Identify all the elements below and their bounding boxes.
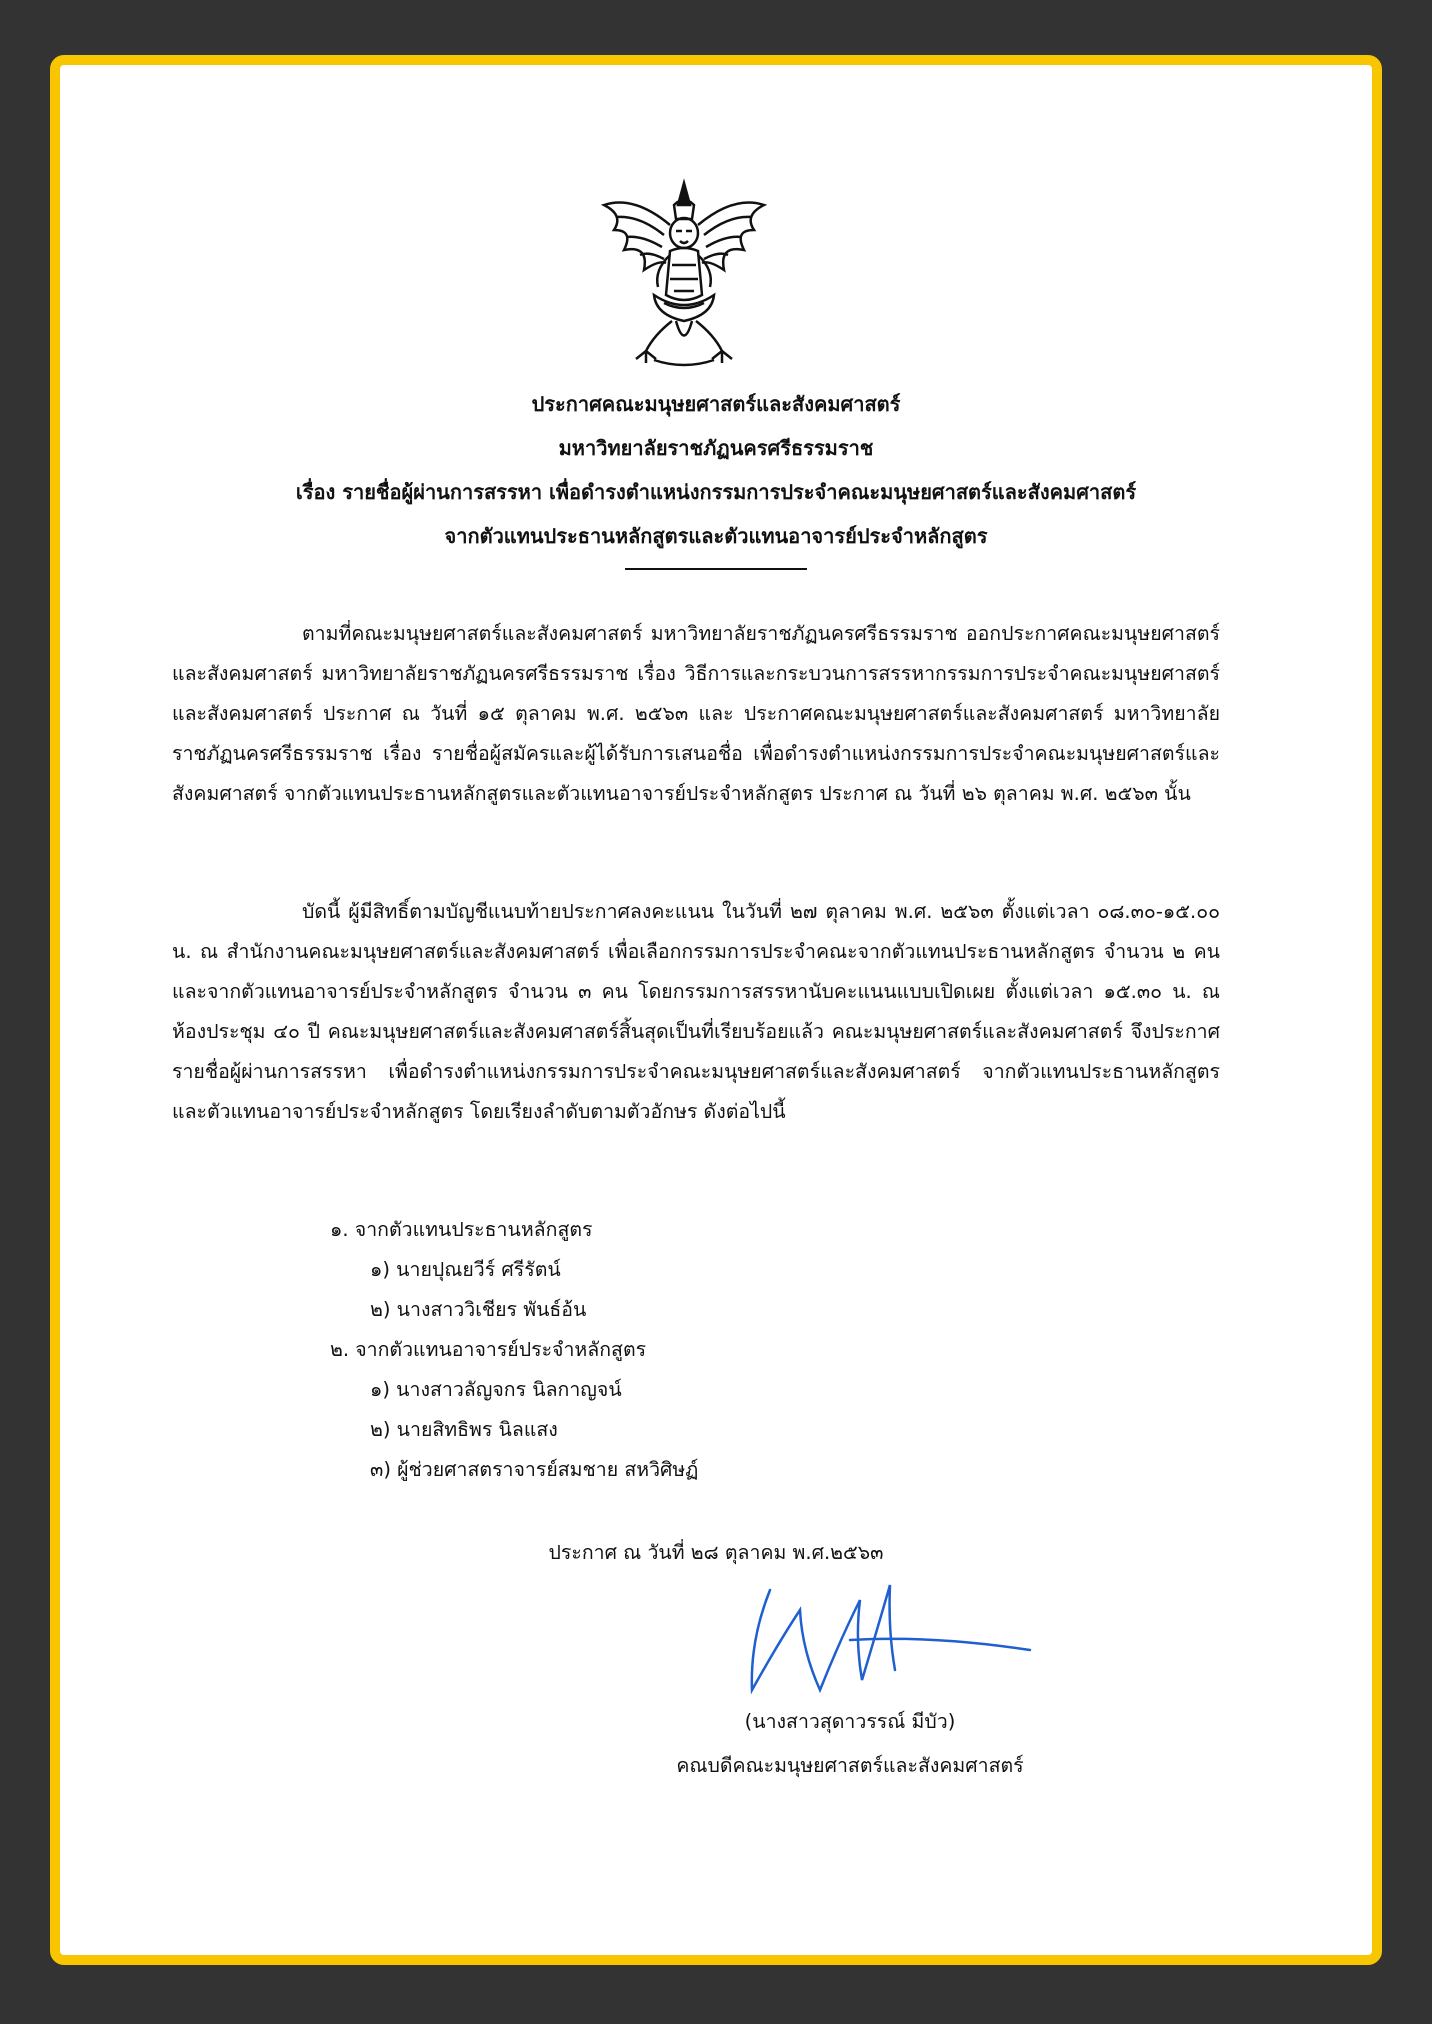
paragraph-1-text: ตามที่คณะมนุษยศาสตร์และสังคมศาสตร์ มหาวิทยาลัยราชภัฏนครศรีธรรมราช ออกประกาศคณะมนุษยศาสตร์และสังคมศาสตร์ มหาวิทยาลัยราชภัฏนครศรีธรรมราช เรื่อง วิธีการและกระบวนการสรรหากรรมการประจำคณะมนุษยศาสตร์และสังคมศาสตร์ ประกาศ ณ วันที่ ๑๕ ตุลาคม พ.ศ. ๒๕๖๓ และ ประกาศคณะมนุษยศาสตร์และสังคมศาสตร์ มหาวิทยาลัยราชภัฏนครศรีธรรมราช เรื่อง รายชื่อผู้สมัครและผู้ได้รับการเสนอชื่อ เพื่อดำรงตำแหน่งกรรมการประจำคณะมนุษยศาสตร์และสังคมศาสตร์ จากตัวแทนประธานหลักสูตรและตัวแทนอาจารย์ประจำหลักสูตร ประกาศ ณ วันที่ ๒๖ ตุลาคม พ.ศ. ๒๕๖๓ นั้น (172, 622, 1220, 805)
list-item: ๒) นายสิทธิพร นิลแสง (370, 1418, 558, 1441)
paragraph-1 (172, 614, 1220, 814)
handwritten-signature (730, 1580, 1050, 1710)
group-label: ๒. จากตัวแทนอาจารย์ประจำหลักสูตร (330, 1338, 647, 1361)
list-item: ๓) ผู้ช่วยศาสตราจารย์สมชาย สหวิศิษฏ์ (370, 1458, 699, 1481)
signature-block (600, 1700, 1100, 1788)
header-line-3: เรื่อง รายชื่อผู้ผ่านการสรรหา เพื่อดำรงตำแหน่งกรรมการประจำคณะมนุษยศาสตร์และสังคมศาสตร์ (295, 480, 1137, 504)
header-line-4: จากตัวแทนประธานหลักสูตรและตัวแทนอาจารย์ประจำหลักสูตร (444, 524, 988, 548)
paragraph-2-text: บัดนี้ ผู้มีสิทธิ์ตามบัญชีแนบท้ายประกาศลงคะแนน ในวันที่ ๒๗ ตุลาคม พ.ศ. ๒๕๖๓ ตั้งแต่เวลา ๐๘.๓๐-๑๕.๐๐ น. ณ สำนักงานคณะมนุษยศาสตร์และสังคมศาสตร์ เพื่อเลือกกรรมการประจำคณะจากตัวแทนประธานหลักสูตร จำนวน ๒ คน และจากตัวแทนอาจารย์ประจำหลักสูตร จำนวน ๓ คน โดยกรรมการสรรหานับคะแนนแบบเปิดเผย ตั้งแต่เวลา ๑๕.๓๐ น. ณ ห้องประชุม ๔๐ ปี คณะมนุษยศาสตร์และสังคมศาสตร์สิ้นสุดเป็นที่เรียบร้อยแล้ว คณะมนุษยศาสตร์และสังคมศาสตร์ จึงประกาศรายชื่อผู้ผ่านการสรรหา เพื่อดำรงตำแหน่งกรรมการประจำคณะมนุษยศาสตร์และสังคมศาสตร์ จากตัวแทนประธานหลักสูตรและตัวแทนอาจารย์ประจำหลักสูตร โดยเรียงลำดับตามตัวอักษร ดังต่อไปนี้ (172, 900, 1220, 1123)
signatory-name: (นางสาวสุดาวรรณ์ มีบัว) (744, 1710, 956, 1733)
garuda-emblem-icon (594, 175, 774, 375)
list-item: ๒) นางสาววิเชียร พันธ์อ้น (370, 1298, 587, 1321)
group-label: ๑. จากตัวแทนประธานหลักสูตร (330, 1218, 593, 1241)
announcement-date: ประกาศ ณ วันที่ ๒๘ ตุลาคม พ.ศ.๒๕๖๓ (548, 1541, 884, 1564)
list-item: ๑) นายปุณยวีร์ ศรีรัตน์ (370, 1258, 561, 1281)
paragraph-2 (172, 892, 1220, 1132)
header-divider (625, 568, 807, 570)
list-item: ๑) นางสาวลัญจกร นิลกาญจน์ (370, 1378, 622, 1401)
results-list (330, 1210, 698, 1490)
signatory-title: คณบดีคณะมนุษยศาสตร์และสังคมศาสตร์ (676, 1754, 1024, 1777)
header-line-2: มหาวิทยาลัยราชภัฏนครศรีธรรมราช (558, 436, 874, 460)
announcement-header (160, 382, 1272, 570)
header-line-1: ประกาศคณะมนุษยศาสตร์และสังคมศาสตร์ (531, 392, 901, 416)
